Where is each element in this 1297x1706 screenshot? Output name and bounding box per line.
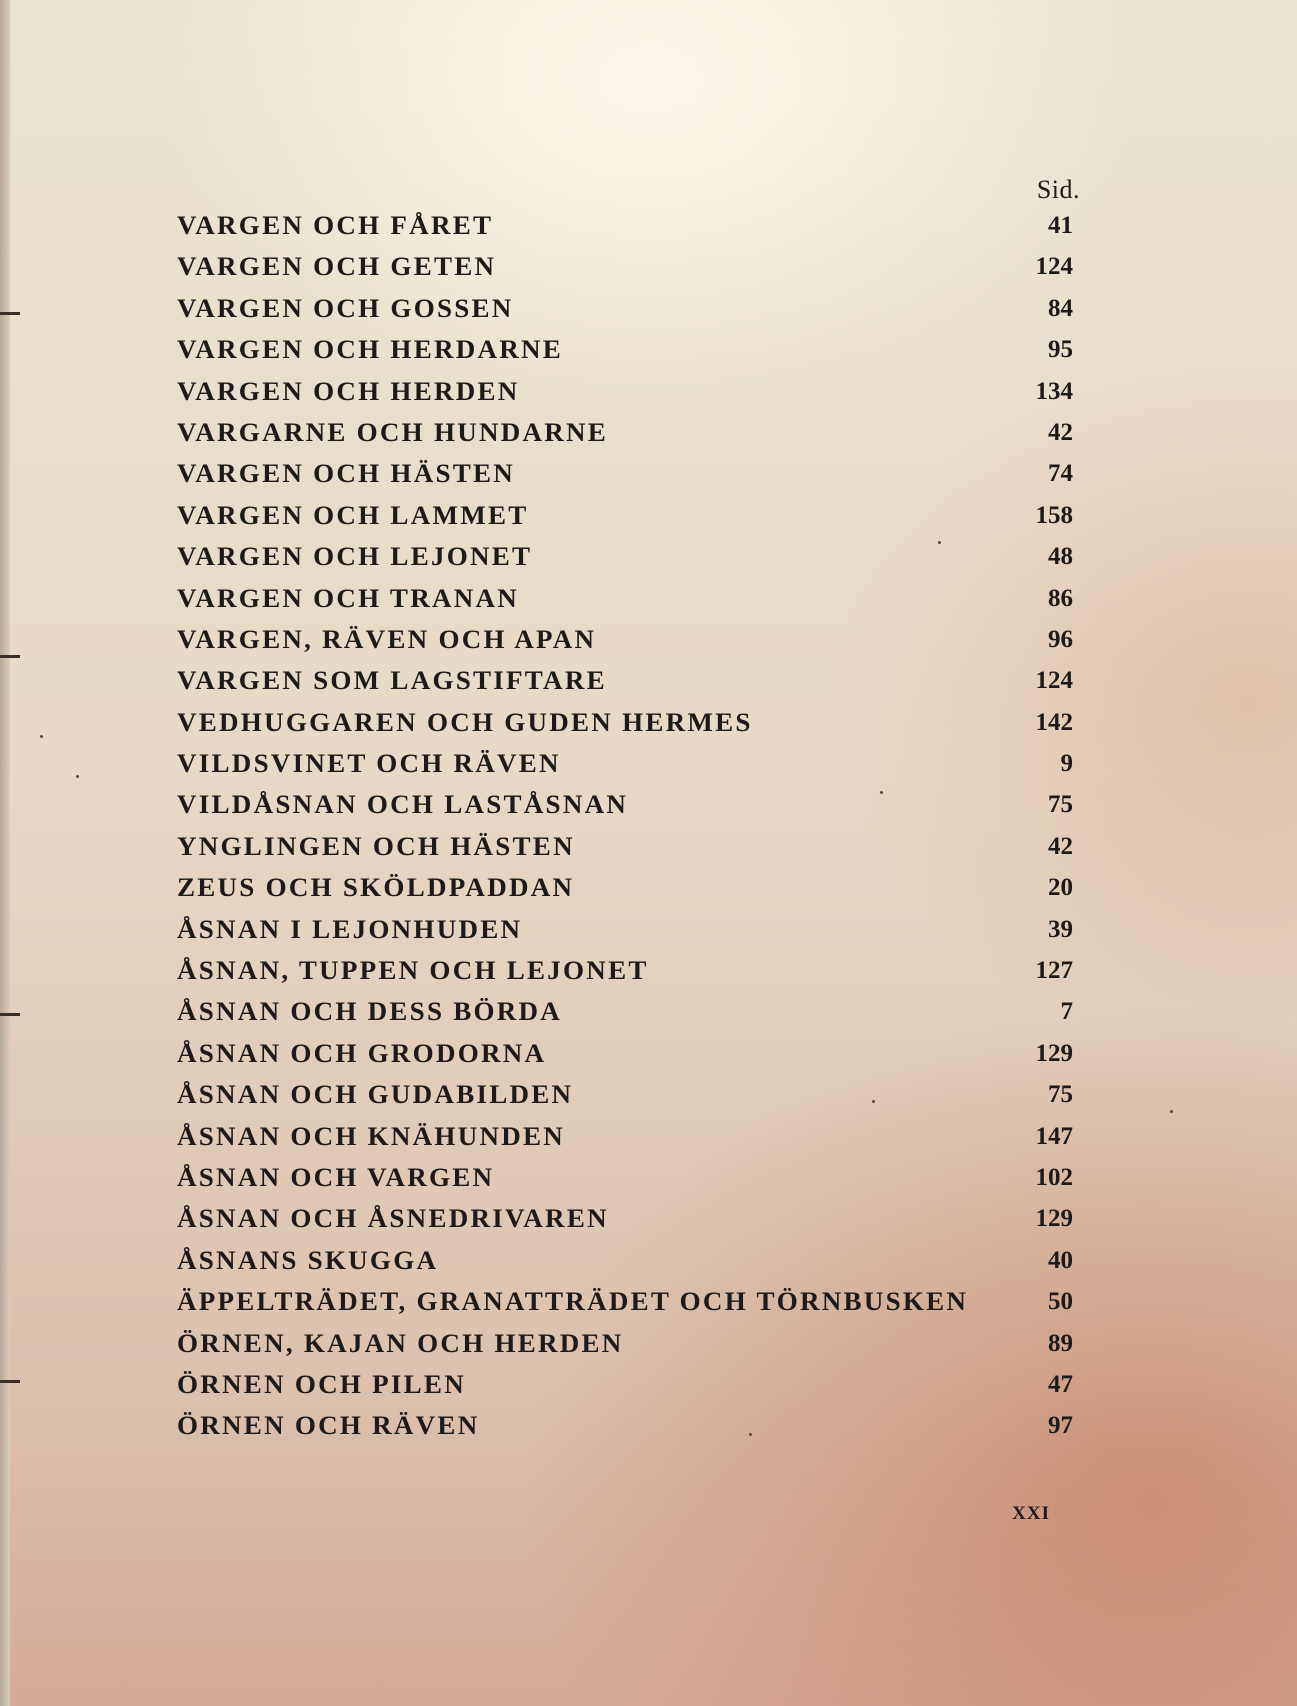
toc-entry-title: VEDHUGGAREN OCH GUDEN HERMES [177, 706, 753, 737]
toc-entry-page-number: 20 [1048, 874, 1073, 902]
toc-entry-title: ÅSNAN I LEJONHUDEN [177, 913, 523, 944]
toc-entry [177, 1323, 1077, 1364]
toc-entry [177, 1116, 1077, 1157]
toc-entry [177, 1157, 1077, 1198]
toc-entry [177, 1281, 1077, 1322]
toc-entry-page-number: 86 [1048, 584, 1073, 612]
toc-entry-title: VARGARNE OCH HUNDARNE [177, 416, 609, 447]
toc-entry [177, 288, 1077, 329]
toc-entry-page-number: 129 [1035, 1039, 1073, 1067]
toc-entry-title: ÅSNAN OCH GRODORNA [177, 1037, 547, 1068]
toc-entry [177, 950, 1077, 991]
toc-entry-page-number: 40 [1048, 1246, 1073, 1274]
toc-entry [177, 1364, 1077, 1405]
toc-entry [177, 1033, 1077, 1074]
paper-speck [76, 775, 79, 778]
toc-entry-title: VARGEN OCH HERDARNE [177, 334, 564, 365]
toc-entry [177, 702, 1077, 743]
toc-entry [177, 743, 1077, 784]
toc-entry [177, 495, 1077, 536]
binding-mark [0, 312, 20, 315]
toc-entry-title: VILDÅSNAN OCH LASTÅSNAN [177, 789, 629, 820]
page-folio: XXI [1012, 1503, 1050, 1524]
toc-entry [177, 1074, 1077, 1115]
toc-entry-page-number: 95 [1048, 336, 1073, 364]
toc-entry-title: VARGEN OCH FÅRET [177, 210, 494, 240]
toc-entry-title: VARGEN SOM LAGSTIFTARE [177, 665, 607, 696]
toc-entry-page-number: 47 [1048, 1370, 1073, 1398]
toc-entry [177, 412, 1077, 453]
toc-entry [177, 246, 1077, 287]
toc-entry-title: VARGEN OCH LEJONET [177, 541, 533, 572]
toc-entry [177, 991, 1077, 1032]
toc-entry-title: YNGLINGEN OCH HÄSTEN [177, 830, 575, 861]
toc-entry-page-number: 142 [1035, 708, 1073, 736]
toc-entry-page-number: 124 [1035, 667, 1073, 695]
page-column-header: Sid. [1036, 175, 1080, 204]
toc-entry-title: ÖRNEN OCH PILEN [177, 1368, 466, 1399]
toc-entry [177, 453, 1077, 494]
toc-entry-page-number: 75 [1048, 791, 1073, 819]
toc-entry-title: ÅSNAN OCH ÅSNEDRIVAREN [177, 1203, 609, 1234]
toc-entry-page-number: 124 [1035, 253, 1073, 281]
toc-entry [177, 826, 1077, 867]
toc-entry-title: ÅSNAN OCH GUDABILDEN [177, 1079, 574, 1110]
paper-speck [1170, 1110, 1173, 1113]
toc-entry-title: VARGEN, RÄVEN OCH APAN [177, 623, 597, 654]
toc-entry-page-number: 48 [1048, 543, 1073, 571]
toc-entry [177, 1240, 1077, 1281]
table-of-contents [177, 205, 1077, 1447]
toc-entry-page-number: 97 [1048, 1412, 1073, 1440]
toc-entry-title: VILDSVINET OCH RÄVEN [177, 748, 561, 779]
toc-entry [177, 867, 1077, 908]
toc-entry-page-number: 96 [1048, 625, 1073, 653]
toc-entry-page-number: 129 [1035, 1205, 1073, 1233]
paper-speck [40, 735, 43, 738]
binding-mark [0, 655, 20, 658]
toc-entry-page-number: 41 [1048, 212, 1073, 239]
toc-entry-page-number: 158 [1035, 501, 1073, 529]
toc-entry [177, 205, 1077, 246]
toc-entry-page-number: 102 [1035, 1163, 1073, 1191]
toc-entry-title: VARGEN OCH LAMMET [177, 499, 529, 530]
toc-entry-title: ÅSNANS SKUGGA [177, 1244, 439, 1275]
toc-entry [177, 660, 1077, 701]
toc-entry-page-number: 127 [1035, 957, 1073, 985]
toc-entry-page-number: 42 [1048, 418, 1073, 446]
toc-entry-page-number: 89 [1048, 1329, 1073, 1357]
toc-entry-page-number: 75 [1048, 1081, 1073, 1109]
toc-entry-page-number: 39 [1048, 915, 1073, 943]
toc-entry [177, 578, 1077, 619]
toc-entry-title: VARGEN OCH HÄSTEN [177, 458, 516, 489]
toc-entry-title: ÄPPELTRÄDET, GRANATTRÄDET OCH TÖRNBUSKEN [177, 1286, 969, 1317]
toc-entry-title: VARGEN OCH TRANAN [177, 582, 520, 613]
toc-entry-title: VARGEN OCH GOSSEN [177, 292, 514, 323]
toc-entry-page-number: 84 [1048, 294, 1073, 322]
toc-entry-title: ÖRNEN OCH RÄVEN [177, 1410, 480, 1441]
toc-entry [177, 536, 1077, 577]
toc-entry-page-number: 74 [1048, 460, 1073, 488]
toc-entry-page-number: 9 [1060, 750, 1073, 778]
toc-entry [177, 784, 1077, 825]
toc-entry [177, 1405, 1077, 1446]
toc-entry-title: VARGEN OCH GETEN [177, 251, 497, 282]
toc-entry-title: ÅSNAN, TUPPEN OCH LEJONET [177, 955, 649, 986]
toc-entry-page-number: 42 [1048, 832, 1073, 860]
toc-entry [177, 1198, 1077, 1239]
toc-entry [177, 371, 1077, 412]
page-binding-edge [0, 0, 10, 1706]
toc-entry-title: ZEUS OCH SKÖLDPADDAN [177, 872, 575, 903]
toc-entry-page-number: 50 [1048, 1288, 1073, 1316]
toc-entry-title: ÅSNAN OCH DESS BÖRDA [177, 996, 563, 1027]
toc-entry-page-number: 134 [1035, 377, 1073, 405]
binding-mark [0, 1380, 20, 1383]
toc-entry [177, 329, 1077, 370]
toc-entry-title: ÅSNAN OCH KNÄHUNDEN [177, 1120, 566, 1151]
toc-entry-title: ÖRNEN, KAJAN OCH HERDEN [177, 1327, 624, 1358]
toc-entry-title: ÅSNAN OCH VARGEN [177, 1161, 495, 1192]
binding-mark [0, 1013, 20, 1016]
toc-entry-title: VARGEN OCH HERDEN [177, 375, 520, 406]
toc-entry [177, 909, 1077, 950]
toc-entry-page-number: 7 [1060, 998, 1073, 1026]
toc-entry-page-number: 147 [1035, 1122, 1073, 1150]
toc-entry [177, 619, 1077, 660]
